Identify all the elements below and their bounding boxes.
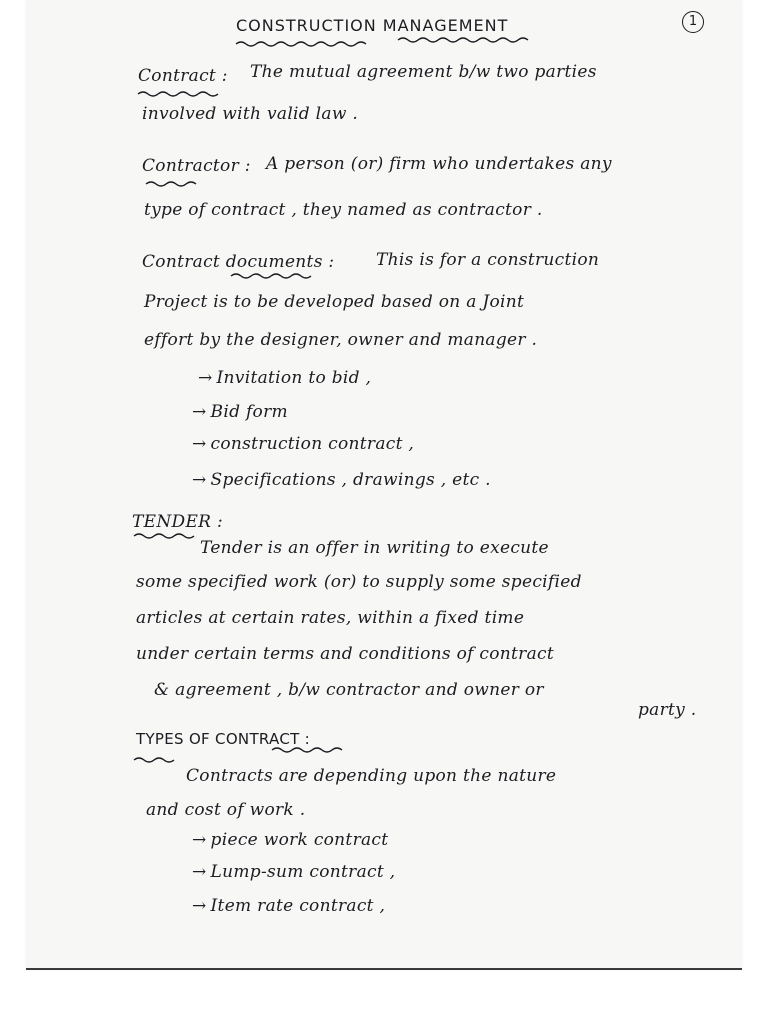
contract-documents-term: Contract documents : [142, 252, 335, 272]
page-number: 1 [682, 11, 704, 33]
documents-item-1 [198, 368, 371, 388]
contract-line-2: involved with valid law . [142, 104, 359, 124]
contract-documents-line-1: This is for a construction [376, 250, 600, 270]
arrow-icon: → [192, 470, 207, 490]
documents-underline [231, 272, 311, 280]
notebook-page [26, 0, 742, 970]
contract-documents-line-2: Project is to be developed based on a Joint [144, 292, 525, 312]
arrow-icon: → [192, 830, 207, 850]
types-item-label: Item rate contract , [210, 896, 386, 916]
tender-underline [134, 532, 194, 540]
types-of-contract-term: TYPES OF CONTRACT : [136, 730, 310, 748]
types-item-2 [192, 862, 395, 882]
types-item-label: piece work contract [210, 830, 389, 850]
contract-line-1: The mutual agreement b/w two parties [250, 62, 597, 82]
tender-term: TENDER : [132, 512, 223, 532]
contractor-underline [146, 180, 196, 188]
types-item-label: Lump-sum contract , [210, 862, 396, 882]
tender-line-1: Tender is an offer in writing to execute [200, 538, 549, 558]
arrow-icon: → [192, 862, 207, 882]
tender-line-6: party . [638, 700, 697, 720]
contract-heading-underline [272, 746, 342, 754]
tender-line-4: under certain terms and conditions of contract [136, 644, 554, 664]
title-underline-2 [398, 36, 528, 44]
documents-item-label: Specifications , drawings , etc . [210, 470, 491, 490]
documents-item-label: Bid form [210, 402, 288, 422]
documents-item-label: Invitation to bid , [216, 368, 372, 388]
title-underline [236, 40, 366, 48]
arrow-icon: → [198, 368, 213, 388]
contractor-term: Contractor : [142, 156, 251, 176]
tender-line-5: & agreement , b/w contractor and owner or [154, 680, 544, 700]
types-item-1 [192, 830, 388, 850]
documents-item-4 [192, 470, 491, 490]
arrow-icon: → [192, 402, 207, 422]
documents-item-3 [192, 434, 414, 454]
contract-underline [138, 90, 223, 98]
types-item-3 [192, 896, 385, 916]
contractor-line-2: type of contract , they named as contractor . [144, 200, 543, 220]
contractor-line-1: A person (or) firm who undertakes any [266, 154, 612, 174]
documents-item-2 [192, 402, 288, 422]
tender-line-3: articles at certain rates, within a fixed time [136, 608, 525, 628]
contract-term: Contract : [138, 66, 228, 86]
types-underline [134, 756, 174, 764]
documents-item-label: construction contract , [210, 434, 415, 454]
arrow-icon: → [192, 896, 207, 916]
page-title: CONSTRUCTION MANAGEMENT [236, 16, 509, 35]
tender-line-2: some specified work (or) to supply some specified [136, 572, 582, 592]
types-line-2: and cost of work . [146, 800, 306, 820]
types-line-1: Contracts are depending upon the nature [186, 766, 557, 786]
contract-documents-line-3: effort by the designer, owner and manager . [144, 330, 538, 350]
arrow-icon: → [192, 434, 207, 454]
